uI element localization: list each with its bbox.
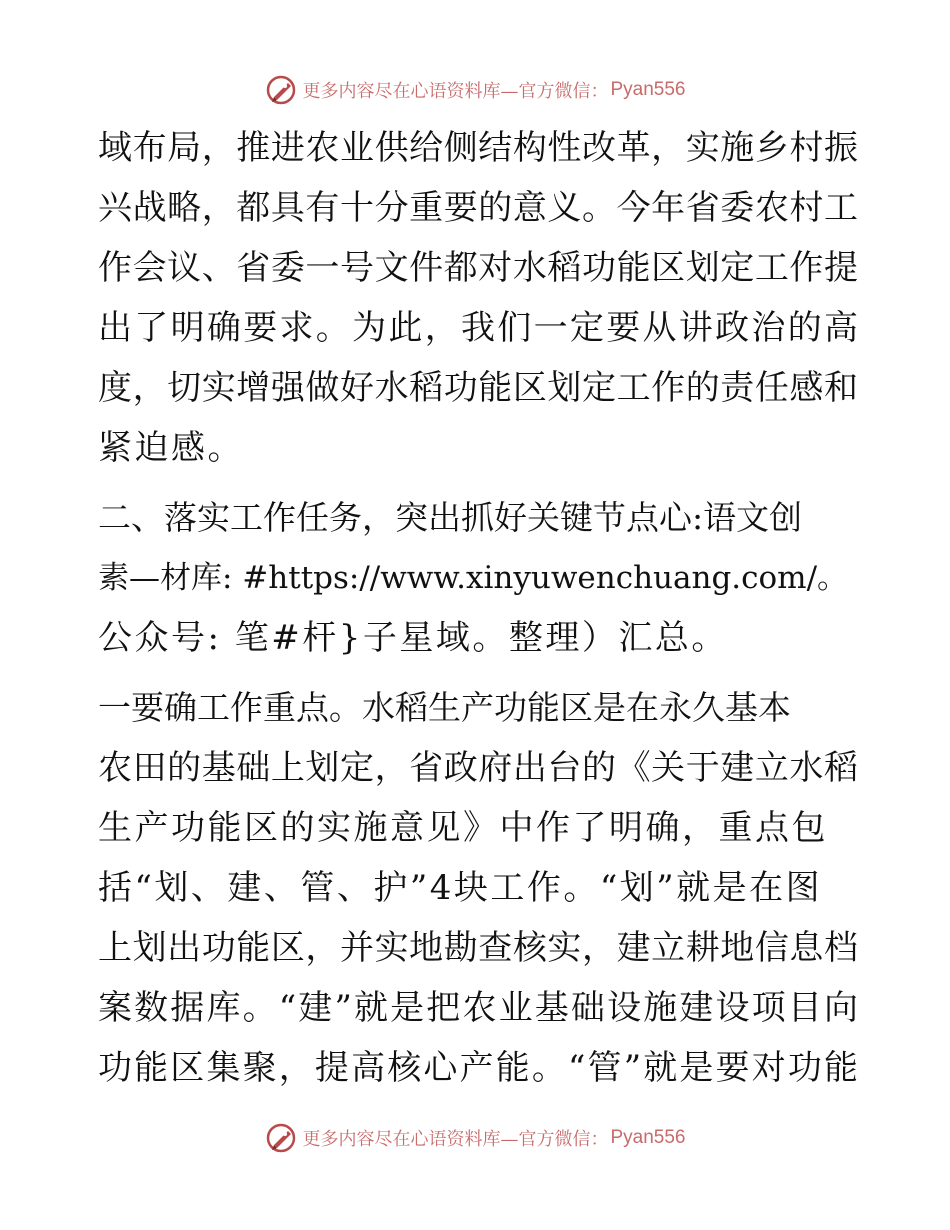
text-line: 域布局，推进农业供给侧结构性改革，实施乡村振: [98, 128, 858, 168]
document-body: [98, 118, 858, 1098]
text-line: 案数据库。“建”就是把农业基础设施建设项目向: [98, 988, 858, 1028]
banner-account: Pyan556: [610, 1127, 686, 1148]
header-watermark: [0, 70, 950, 110]
text-line: 二、落实工作任务，突出抓好关键节点心:语文创: [98, 498, 803, 537]
text-line: 公众号: 笔#杆}子星域。整理）汇总。: [98, 618, 728, 658]
paragraph-3: [98, 678, 858, 1098]
text-line: 紧迫感。: [98, 428, 244, 468]
text-line: 功能区集聚，提高核心产能。“管”就是要对功能: [98, 1048, 858, 1088]
text-line: 上划出功能区，并实地勘查核实，建立耕地信息档: [98, 928, 858, 968]
pen-logo-icon: [264, 1121, 298, 1155]
text-line: 农田的基础上划定，省政府出台的《关于建立水稻: [98, 748, 858, 788]
banner-account: Pyan556: [610, 79, 686, 100]
footer-watermark: [0, 1118, 950, 1158]
text-line: 素—材库: #https://www.xinyuwenchuang.com/。: [98, 560, 849, 596]
text-line: 作会议、省委一号文件都对水稻功能区划定工作提: [98, 248, 858, 288]
text-line: 度，切实增强做好水稻功能区划定工作的责任感和: [98, 368, 858, 408]
text-line: 生产功能区的实施意见》中作了明确，重点包: [98, 808, 828, 848]
paragraph-2: [98, 488, 858, 668]
text-line: 一要确工作重点。水稻生产功能区是在永久基本: [98, 688, 791, 727]
pen-logo-icon: [264, 73, 298, 107]
text-line: 出了明确要求。为此，我们一定要从讲政治的高: [98, 308, 858, 348]
text-line: 兴战略，都具有十分重要的意义。今年省委农村工: [98, 188, 858, 228]
text-line: 括“划、建、管、护”4块工作。“划”就是在图: [98, 868, 823, 908]
banner-text: 更多内容尽在心语资料库—官方微信：: [302, 81, 609, 102]
banner-text: 更多内容尽在心语资料库—官方微信：: [302, 1129, 609, 1150]
paragraph-1: [98, 118, 858, 478]
